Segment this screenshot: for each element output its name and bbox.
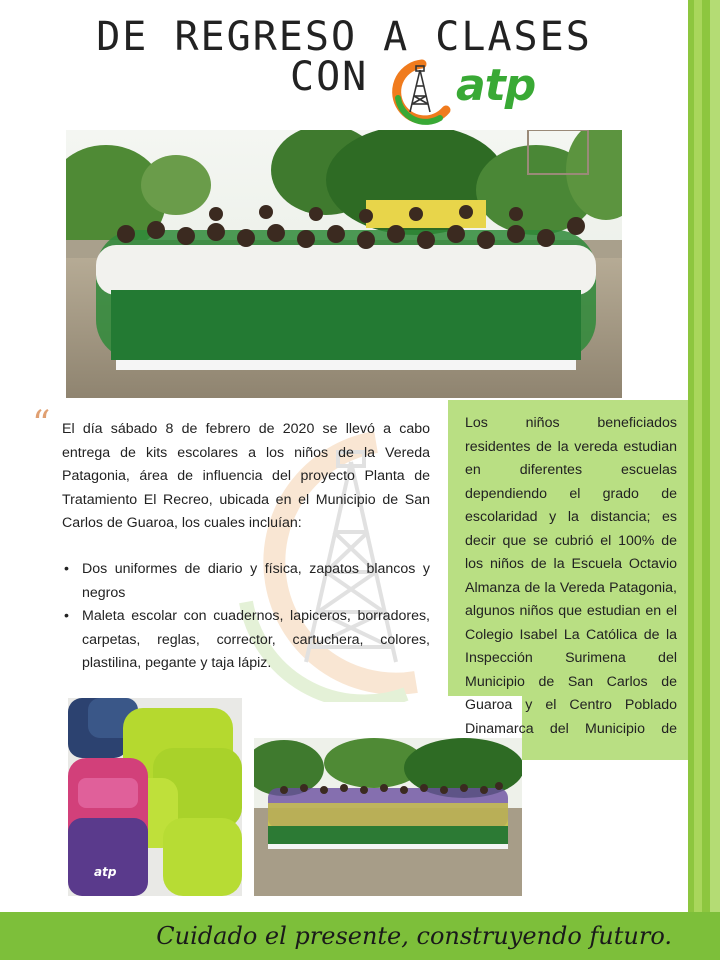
backpacks-image [68, 698, 242, 896]
atp-logo-text: atp [456, 60, 536, 111]
footer-slogan: Cuidado el presente, construyendo futuro. [156, 922, 672, 950]
side-stripe-highlight [694, 0, 702, 960]
page-title-line-2: CON [290, 54, 369, 100]
kit-items-list [62, 558, 430, 676]
main-photo-image [66, 130, 622, 398]
side-paragraph: Los niños beneficiados residentes de la vereda estudian en diferentes escuelas dependiendo el grado de escolaridad y la distancia; es decir que se cubrió el 100% de los niños de la Escuela Octavio Almanza de la Vereda Patagonia, algunos niños que estudian en el Colegio Isabel La Católica de la Inspección Surimena del Municipio de San Carlos de Guaroa y el Centro Poblado Dinamarca del Municipio de [465, 415, 677, 737]
secondary-photo-image [254, 738, 522, 896]
side-stripe-edge [710, 0, 720, 960]
list-item: • Dos uniformes de diario y física, zapatos blancos y negros [62, 558, 430, 605]
intro-paragraph: El día sábado 8 de febrero de 2020 se llevó a cabo entrega de kits escolares a los niños de la Vereda Patagonia, área de influencia del proyecto Planta de Tratamiento El Recreo, ubicada en el Municipio de San Carlos de Guaroa, los cuales incluían: [62, 421, 430, 531]
secondary-group-photo [254, 738, 522, 896]
list-item: • Maleta escolar con cuadernos, lapiceros, borradores, carpetas, reglas, corrector, cartuchera, colores, plastilina, pegante y taja lápiz. [62, 605, 430, 676]
backpacks-photo [68, 698, 242, 896]
main-group-photo [66, 130, 622, 398]
page-title-line-1: DE REGRESO A CLASES [96, 14, 592, 60]
quote-mark-icon: “ [32, 404, 51, 445]
bag-logo-text: atp [94, 865, 117, 879]
